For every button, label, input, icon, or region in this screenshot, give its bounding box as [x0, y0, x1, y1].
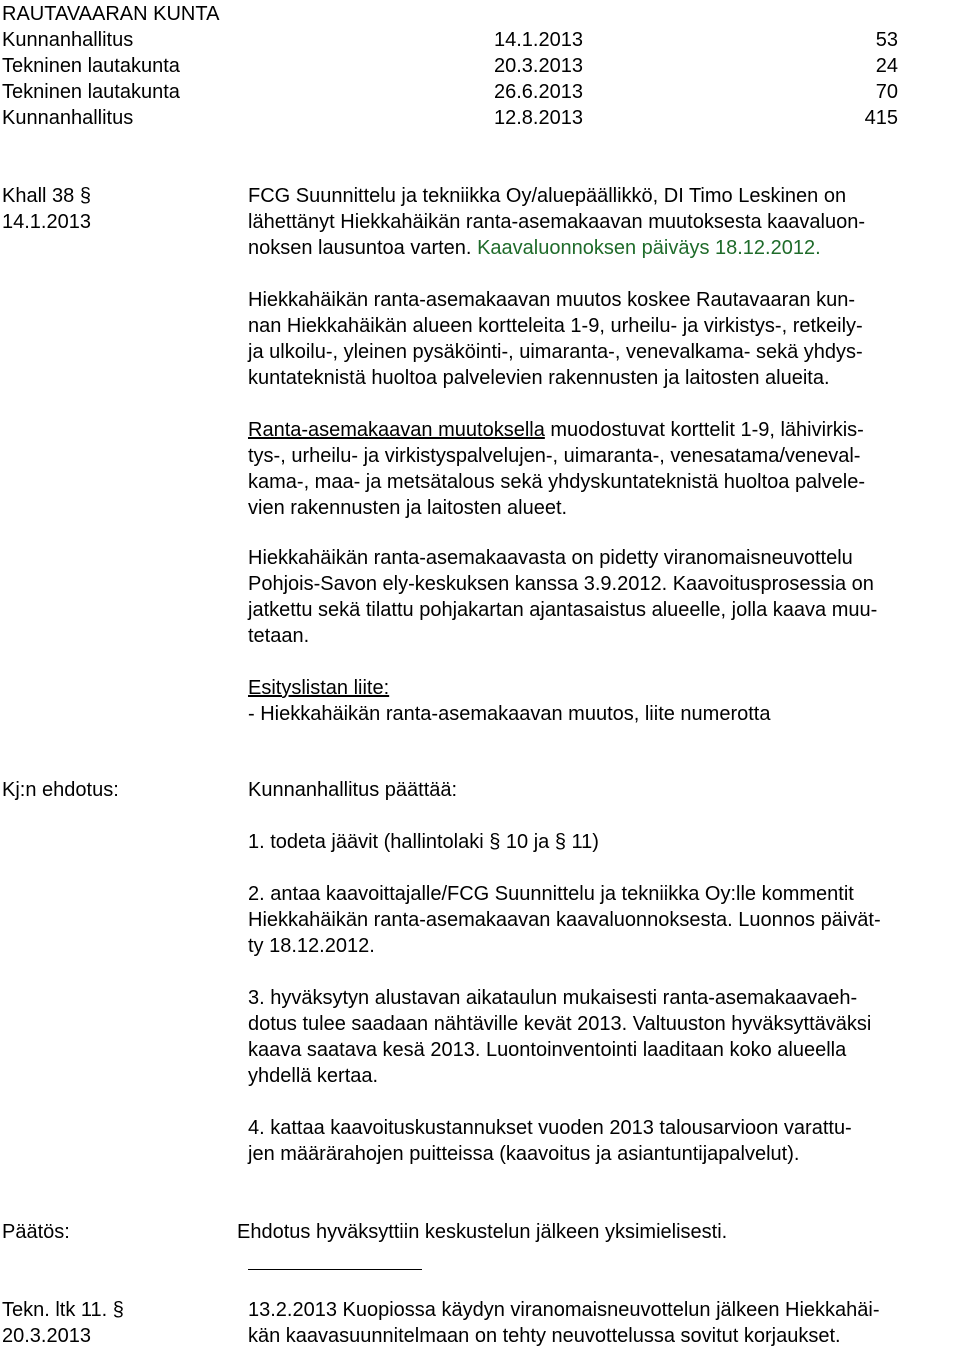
body-line: kama-, maa- ja metsätalous sekä yhdyskuntateknistä huoltoa palvele- — [248, 471, 865, 493]
history-body: Kunnanhallitus — [2, 29, 134, 51]
separator-line — [248, 1269, 422, 1270]
history-number: 53 — [875, 29, 898, 51]
proposal-item: 4. kattaa kaavoituskustannukset vuoden 2013 talousarvioon varattu- — [248, 1117, 852, 1139]
org-name: RAUTAVAARAN KUNTA — [2, 3, 220, 25]
history-number: 24 — [875, 55, 898, 77]
intro-line: lähettänyt Hiekkahäikän ranta-asemakaavan muutoksesta kaavaluon- — [248, 211, 866, 233]
section-date: 14.1.2013 — [2, 211, 91, 233]
body-line — [248, 418, 864, 442]
proposal-item-line: jen määrärahojen puitteissa (kaavoitus ja asiantuntijapalvelut). — [248, 1143, 800, 1165]
decision-text: Ehdotus hyväksyttiin keskustelun jälkeen yksimielisesti. — [237, 1221, 728, 1243]
body-line: ja ulkoilu-, yleinen pysäköinti-, uimaranta-, venevalkama- sekä yhdys- — [248, 341, 863, 363]
proposal-item: 1. todeta jäävit (hallintolaki § 10 ja § 11) — [248, 831, 599, 853]
proposal-heading: Kunnanhallitus päättää: — [248, 779, 458, 801]
body-text: muodostuvat korttelit 1-9, lähivirkis- — [544, 419, 864, 441]
section-date: 20.3.2013 — [2, 1325, 91, 1347]
body-line: Hiekkahäikän ranta-asemakaavan muutos koskee Rautavaaran kun- — [248, 289, 856, 311]
body-line: kän kaavasuunnitelmaan on tehty neuvottelussa sovitut korjaukset. — [248, 1325, 841, 1347]
body-line: Pohjois-Savon ely-keskuksen kanssa 3.9.2012. Kaavoitusprosessia on — [248, 573, 874, 595]
draft-date-note: Kaavaluonnoksen päiväys 18.12.2012. — [477, 237, 821, 259]
body-line: Hiekkahäikän ranta-asemakaavasta on pidetty viranomaisneuvottelu — [248, 547, 853, 569]
decision-label: Päätös: — [2, 1221, 70, 1243]
intro-line: FCG Suunnittelu ja tekniikka Oy/aluepäällikkö, DI Timo Leskinen on — [248, 185, 847, 207]
history-body: Tekninen lautakunta — [2, 55, 180, 77]
attachment-item: - Hiekkahäikän ranta-asemakaavan muutos, liite numerotta — [248, 703, 771, 725]
proposal-item-line: Hiekkahäikän ranta-asemakaavan kaavaluonnoksesta. Luonnos päivät- — [248, 909, 881, 931]
history-body: Tekninen lautakunta — [2, 81, 180, 103]
history-number: 70 — [875, 81, 898, 103]
history-date: 26.6.2013 — [494, 81, 583, 103]
body-line: vien rakennusten ja laitosten alueet. — [248, 497, 568, 519]
proposal-label: Kj:n ehdotus: — [2, 779, 119, 801]
proposal-item-line: dotus tulee saadaan nähtäville kevät 2013. Valtuuston hyväksyttäväksi — [248, 1013, 872, 1035]
intro-line — [248, 236, 821, 260]
section-reference: Tekn. ltk 11. § — [2, 1299, 124, 1321]
proposal-item-line: ty 18.12.2012. — [248, 935, 375, 957]
history-number: 415 — [864, 107, 898, 129]
section-reference: Khall 38 § — [2, 185, 91, 207]
history-date: 20.3.2013 — [494, 55, 583, 77]
underlined-term: Ranta-asemakaavan muutoksella — [248, 419, 545, 441]
intro-text: noksen lausuntoa varten. — [248, 237, 472, 259]
proposal-item-line: yhdellä kertaa. — [248, 1065, 379, 1087]
body-line: jatkettu sekä tilattu pohjakartan ajantasaistus alueelle, jolla kaava muu- — [248, 599, 878, 621]
body-line: tys-, urheilu- ja virkistyspalvelujen-, uimaranta-, venesatama/veneval- — [248, 445, 861, 467]
body-line: nan Hiekkahäikän alueen kortteleita 1-9, urheilu- ja virkistys-, retkeily- — [248, 315, 863, 337]
history-date: 14.1.2013 — [494, 29, 583, 51]
history-body: Kunnanhallitus — [2, 107, 134, 129]
proposal-item: 2. antaa kaavoittajalle/FCG Suunnittelu ja tekniikka Oy:lle kommentit — [248, 883, 854, 905]
history-date: 12.8.2013 — [494, 107, 583, 129]
body-line: 13.2.2013 Kuopiossa käydyn viranomaisneuvottelun jälkeen Hiekkahäi- — [248, 1299, 880, 1321]
proposal-item-line: kaava saatava kesä 2013. Luontoinventointi laaditaan koko alueella — [248, 1039, 847, 1061]
body-line: kuntateknistä huoltoa palvelevien rakennusten ja laitosten alueita. — [248, 367, 830, 389]
attachment-heading: Esityslistan liite: — [248, 677, 390, 699]
body-line: tetaan. — [248, 625, 310, 647]
proposal-item: 3. hyväksytyn alustavan aikataulun mukaisesti ranta-asemakaavaeh- — [248, 987, 858, 1009]
